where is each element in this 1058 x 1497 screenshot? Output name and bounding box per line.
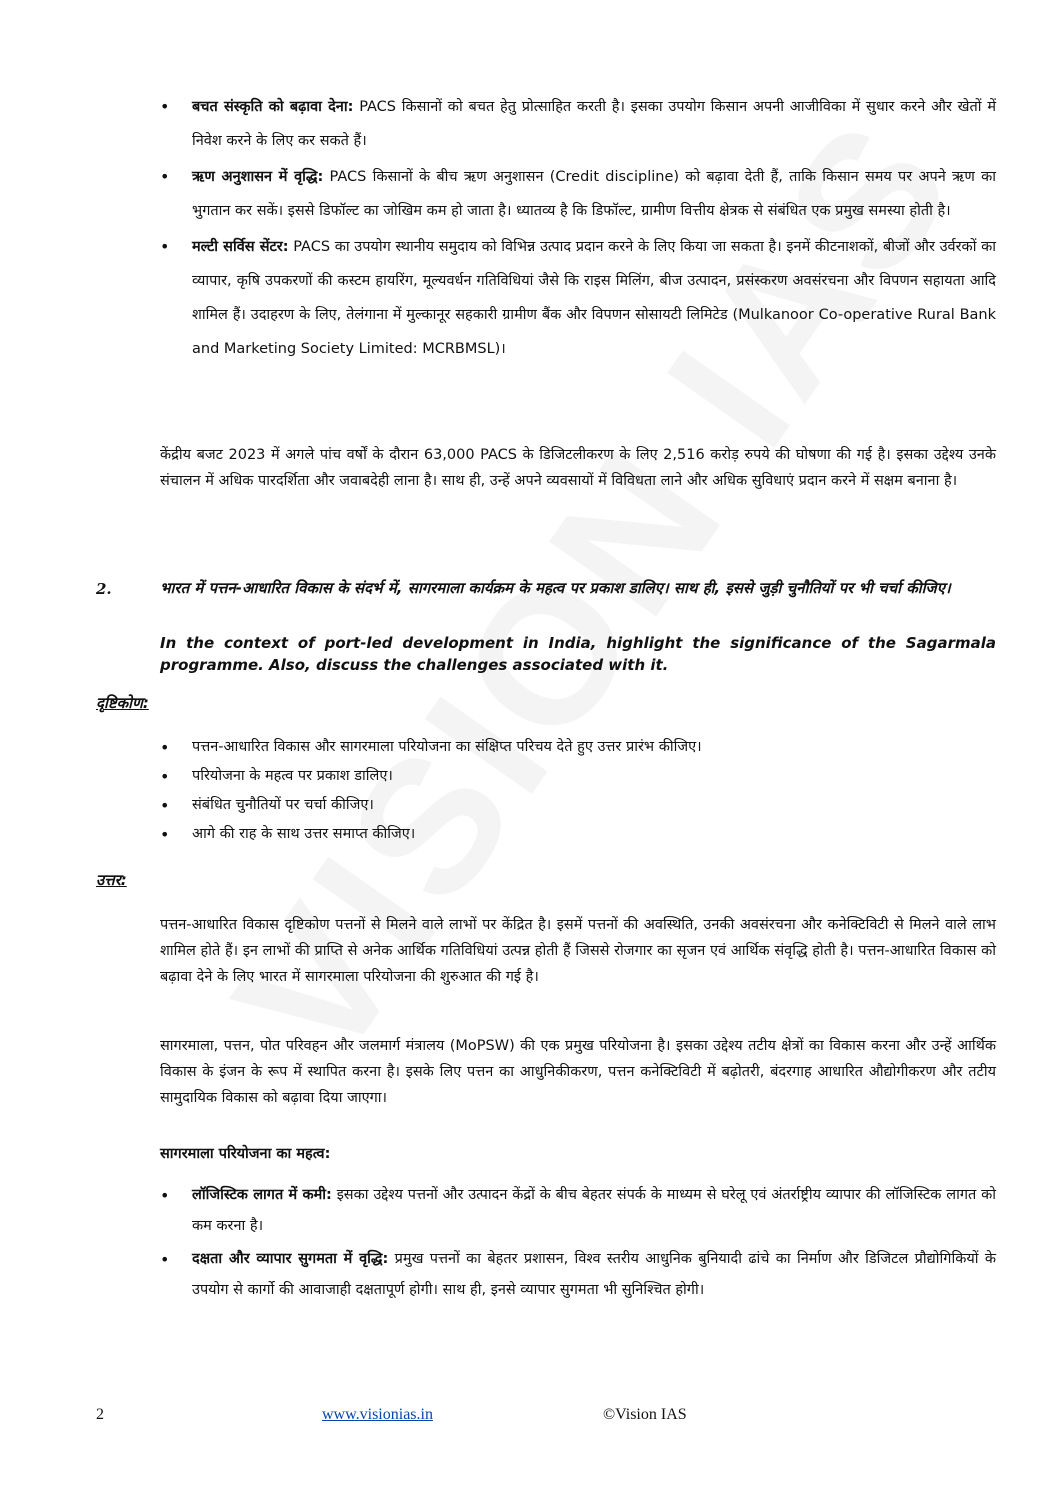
pacs-benefits-list: [160, 90, 996, 368]
list-item: • आगे की राह के साथ उत्तर समाप्त कीजिए।: [160, 820, 996, 849]
list-item: [160, 1180, 996, 1242]
approach-label: दृष्टिकोण:: [96, 694, 149, 712]
list-item: [160, 1244, 996, 1306]
list-item: • संबंधित चुनौतियों पर चर्चा कीजिए।: [160, 791, 996, 820]
list-item: [160, 230, 996, 366]
bullet-text: PACS किसानों के बीच ऋण अनुशासन (Credit discipline) को बढ़ावा देती हैं, ताकि किसान समय पर अपने ऋण का भुगतान कर सकें। इससे डिफॉल्ट का जोखिम कम हो जाता है। ध्यातव्य है कि डिफॉल्ट, ग्रामीण वित्तीय क्षेत्रक से संबंधित एक प्रमुख समस्या होती है।: [192, 169, 996, 219]
bullet-heading: बचत संस्कृति को बढ़ावा देना:: [192, 99, 354, 115]
answer-paragraph-sagarmala: सागरमाला, पत्तन, पोत परिवहन और जलमार्ग मंत्रालय (MoPSW) की एक प्रमुख परियोजना है। इसका उद्देश्य तटीय क्षेत्रों का विकास करना और उन्हें आर्थिक विकास के इंजन के रूप में स्थापित करना है। इसके लिए पत्तन का आधुनिकीकरण, पत्तन कनेक्टिविटी में बढ़ोतरी, बंदरगाह आधारित औद्योगीकरण और तटीय सामुदायिक विकास को बढ़ावा दिया जाएगा।: [160, 1038, 996, 1106]
list-item: • परियोजना के महत्व पर प्रकाश डालिए।: [160, 762, 996, 791]
bullet-heading: लॉजिस्टिक लागत में कमी:: [192, 1187, 332, 1203]
list-item: [160, 90, 996, 158]
question-hindi: भारत में पत्तन-आधारित विकास के संदर्भ में, सागरमाला कार्यक्रम के महत्व पर प्रकाश डालिए। साथ ही, इससे जुड़ी चुनौतियों पर भी चर्चा कीजिए।: [160, 579, 951, 597]
answer-paragraph-intro: पत्तन-आधारित विकास दृष्टिकोण पत्तनों से मिलने वाले लाभों पर केंद्रित है। इसमें पत्तनों की अवस्थिति, उनकी अवसंरचना और कनेक्टिविटी से मिलने वाले लाभ शामिल होते हैं। इन लाभों की प्राप्ति से अनेक आर्थिक गतिविधियां उत्पन्न होती हैं जिससे रोजगार का सृजन एवं आर्थिक संवृद्धि होती है। पत्तन-आधारित विकास को बढ़ावा देने के लिए भारत में सागरमाला परियोजना की शुरुआत की गई है।: [160, 917, 996, 985]
bullet-text: प्रमुख पत्तनों का बेहतर प्रशासन, विश्व स्तरीय आधुनिक बुनियादी ढांचे का निर्माण और डिजिटल प्रौद्योगिकियों के उपयोग से कार्गो की आवाजाही दक्षतापूर्ण होगी। साथ ही, इनसे व्यापार सुगमता भी सुनिश्चित होगी।: [192, 1251, 996, 1298]
bullet-heading: दक्षता और व्यापार सुगमता में वृद्धि:: [192, 1251, 389, 1267]
significance-list: [160, 1180, 996, 1308]
budget-paragraph: केंद्रीय बजट 2023 में अगले पांच वर्षों के दौरान 63,000 PACS के डिजिटलीकरण के लिए 2,516 करोड़ रुपये की घोषणा की गई है। इसका उद्देश्य उनके संचालन में अधिक पारदर्शिता और जवाबदेही लाना है। साथ ही, उन्हें अपने व्यवसायों में विविधता लाने और अधिक सुविधाएं प्रदान करने में सक्षम बनाना है।: [160, 447, 996, 489]
list-item: • पत्तन-आधारित विकास और सागरमाला परियोजना का संक्षिप्त परिचय देते हुए उत्तर प्रारंभ कीजिए।: [160, 733, 996, 762]
answer-label: उत्तर:: [96, 871, 127, 889]
bullet-text: PACS किसानों को बचत हेतु प्रोत्साहित करती है। इसका उपयोग किसान अपनी आजीविका में सुधार करने और खेतों में निवेश करने के लिए कर सकते हैं।: [192, 99, 996, 149]
bullet-heading: मल्टी सर्विस सेंटर:: [192, 239, 289, 255]
copyright: ©Vision IAS: [603, 1406, 687, 1423]
list-item: [160, 160, 996, 228]
question-english: In the context of port-led development in India, highlight the significance of the Sagarmala programme. Also, discuss the challenges associated with it.: [160, 634, 996, 674]
page-number: 2: [96, 1406, 104, 1423]
approach-list: [160, 733, 996, 849]
significance-heading: सागरमाला परियोजना का महत्व:: [160, 1146, 331, 1162]
bullet-text: PACS का उपयोग स्थानीय समुदाय को विभिन्न उत्पाद प्रदान करने के लिए किया जा सकता है। इनमें कीटनाशकों, बीजों और उर्वरकों का व्यापार, कृषि उपकरणों की कस्टम हायरिंग, मूल्यवर्धन गतिविधियां जैसे कि राइस मिलिंग, बीज उत्पादन, प्रसंस्करण अवसंरचना और विपणन सहायता आदि शामिल हैं। उदाहरण के लिए, तेलंगाना में मुल्कानूर सहकारी ग्रामीण बैंक और विपणन सोसायटी लिमिटेड (Mulkanoor Co-operative Rural Bank and Marketing Society Limited: MCRBMSL)।: [192, 239, 997, 357]
bullet-heading: ऋण अनुशासन में वृद्धि:: [192, 169, 324, 185]
website-link[interactable]: www.visionias.in: [322, 1406, 433, 1423]
question-number: 2.: [96, 580, 112, 598]
bullet-text: इसका उद्देश्य पत्तनों और उत्पादन केंद्रों के बीच बेहतर संपर्क के माध्यम से घरेलू एवं अंतर्राष्ट्रीय व्यापार की लॉजिस्टिक लागत को कम करना है।: [192, 1187, 996, 1234]
